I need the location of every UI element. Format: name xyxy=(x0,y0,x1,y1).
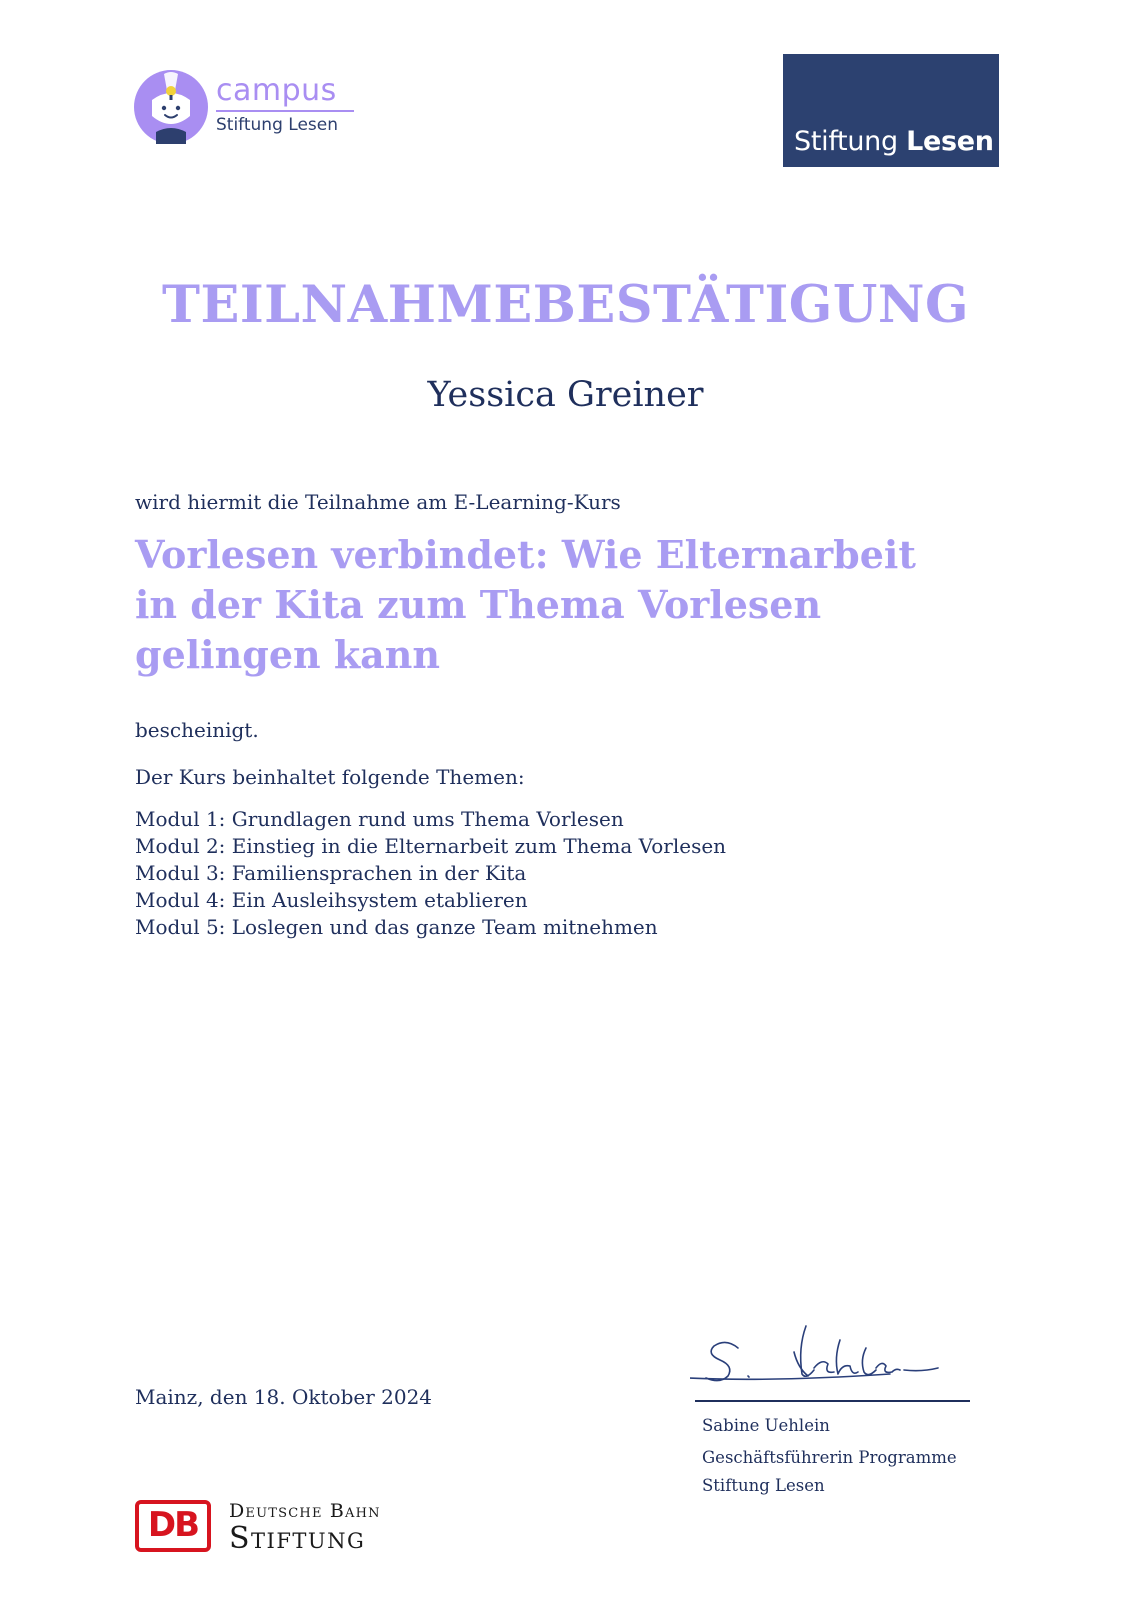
stiftung-lesen-light: Stiftung xyxy=(794,126,898,157)
course-title-line: in der Kita zum Thema Vorlesen xyxy=(135,582,822,627)
signer-role: Geschäftsführerin Programme xyxy=(702,1448,957,1467)
deutsche-bahn-stiftung-logo xyxy=(135,1500,415,1556)
certificate-title: TEILNAHMEBESTÄTIGUNG xyxy=(162,275,969,335)
module-list xyxy=(135,806,726,941)
db-line2: Stiftung xyxy=(229,1521,366,1556)
handwritten-signature xyxy=(690,1318,980,1398)
course-title-line: gelingen kann xyxy=(135,632,441,677)
module-item: Modul 4: Ein Ausleihsystem etablieren xyxy=(135,888,528,912)
db-mark-icon xyxy=(135,1500,211,1552)
db-mark-text: DB xyxy=(147,1505,199,1545)
signer-name: Sabine Uehlein xyxy=(702,1416,830,1435)
campus-mascot-icon xyxy=(134,70,208,144)
module-item: Modul 3: Familiensprachen in der Kita xyxy=(135,861,527,885)
campus-divider xyxy=(216,110,354,112)
place-date: Mainz, den 18. Oktober 2024 xyxy=(135,1385,433,1409)
db-line1: Deutsche Bahn xyxy=(229,1500,381,1522)
recipient-name: Yessica Greiner xyxy=(427,375,704,415)
signer-organization: Stiftung Lesen xyxy=(702,1476,825,1495)
campus-logo xyxy=(134,70,364,150)
intro-text: wird hiermit die Teilnahme am E-Learning-Kurs xyxy=(135,490,621,514)
course-title-line: Vorlesen verbindet: Wie Elternarbeit xyxy=(135,532,916,577)
stiftung-lesen-wordmark xyxy=(794,126,994,157)
signature-line xyxy=(695,1400,970,1402)
topics-intro: Der Kurs beinhaltet folgende Themen: xyxy=(135,765,525,789)
course-title xyxy=(135,530,935,680)
module-item: Modul 1: Grundlagen rund ums Thema Vorlesen xyxy=(135,807,624,831)
stiftung-lesen-bold: Lesen xyxy=(906,126,994,157)
module-item: Modul 2: Einstieg in die Elternarbeit zum Thema Vorlesen xyxy=(135,834,727,858)
certified-text: bescheinigt. xyxy=(135,718,259,742)
campus-subtitle: Stiftung Lesen xyxy=(216,115,338,135)
campus-wordmark: campus xyxy=(216,73,337,108)
stiftung-lesen-logo xyxy=(783,54,999,167)
module-item: Modul 5: Loslegen und das ganze Team mitnehmen xyxy=(135,915,658,939)
